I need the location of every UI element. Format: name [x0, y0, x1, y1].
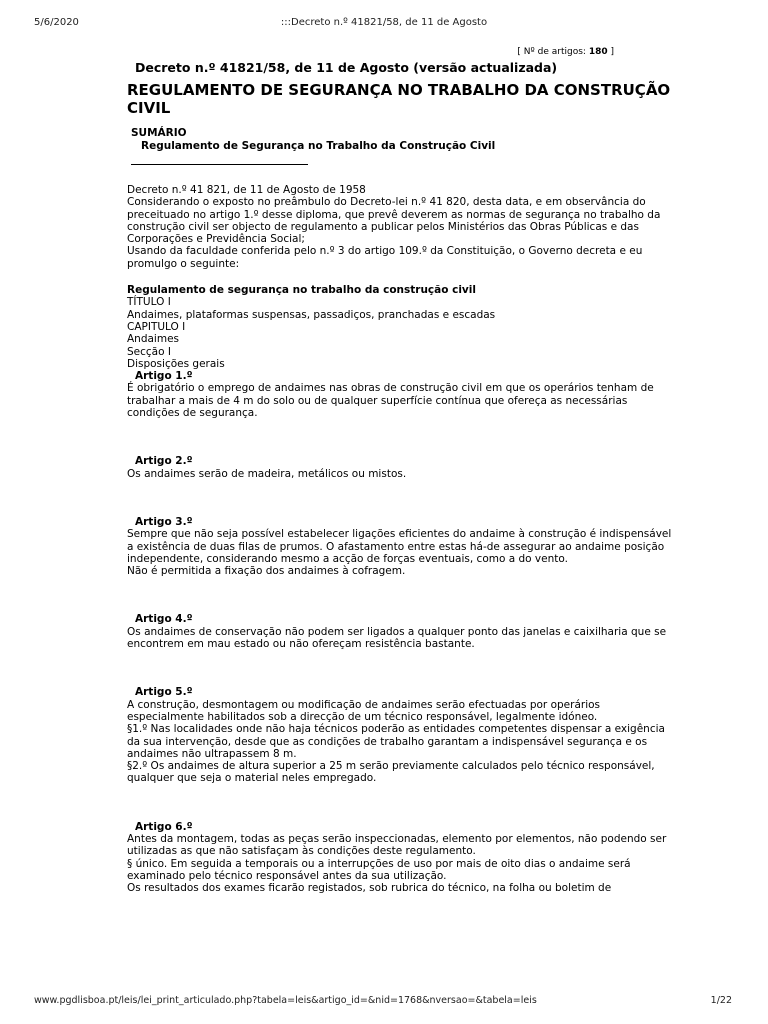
structure-line: Andaimes	[127, 333, 180, 346]
document-body	[127, 184, 672, 894]
article-5-text: §1.º Nas localidades onde não haja técnicos poderão as entidades competentes dispensar a exigência da sua intervenção, desde que as condições de trabalho garantam a indispensável segurança e os andaimes não ultrapassem 8 m.	[127, 723, 665, 760]
regulation-main-title: REGULAMENTO DE SEGURANÇA NO TRABALHO DA CONSTRUÇÃO CIVIL	[127, 81, 671, 117]
spacer	[127, 650, 672, 686]
spacer	[127, 480, 672, 516]
article-count-label: [ Nº de artigos:	[517, 47, 586, 57]
article-6-text: Antes da montagem, todas as peças serão inspeccionadas, elemento por elementos, não podendo ser utilizadas as que não satisfaçam às condições deste regulamento.	[127, 832, 667, 858]
summary-label: SUMÁRIO	[131, 127, 187, 139]
preamble-considerando: Considerando o exposto no preâmbulo do Decreto-lei n.º 41 820, desta data, e em observância do preceituado no artigo 1.º desse diploma, que prevê deverem as normas de segurança no trabalho da construção civil ser objecto de regulamento a publicar pelos Ministérios das Obras Públicas e das Corporações e Previdência Social;	[127, 196, 661, 246]
structure-line: CAPITULO I	[127, 320, 186, 333]
article-2-title: Artigo 2.º	[135, 455, 193, 468]
article-count-value: 180	[588, 47, 608, 57]
spacer	[127, 577, 672, 613]
article-5-text: A construção, desmontagem ou modificação de andaimes serão efectuadas por operários especialmente habilitados sob a direcção de um técnico responsável, legalmente idóneo.	[127, 698, 601, 723]
spacer	[127, 785, 672, 821]
article-6-text: § único. Em seguida a temporais ou a interrupções de uso por mais de oito dias o andaime será examinado pelo técnico responsável antes da sua utilização.	[127, 857, 631, 882]
article-1-text: É obrigatório o emprego de andaimes nas obras de construção civil em que os operários tenham de trabalhar a mais de 4 m do solo ou de qualquer superfície contínua que ofereça as necessárias condições de segurança.	[127, 382, 654, 420]
decree-line: Decreto n.º 41 821, de 11 de Agosto de 1958	[127, 184, 366, 196]
print-date: 5/6/2020	[34, 17, 79, 28]
article-2-text: Os andaimes serão de madeira, metálicos ou mistos.	[127, 467, 407, 480]
summary-text: Regulamento de Segurança no Trabalho da Construção Civil	[141, 140, 496, 152]
article-4-title: Artigo 4.º	[135, 613, 193, 626]
preamble-usando: Usando da faculdade conferida pelo n.º 3 do artigo 109.º da Constituição, o Governo decreta e eu promulgo o seguinte:	[127, 245, 643, 270]
article-3-text: Não é permitida a fixação dos andaimes à cofragem.	[127, 565, 406, 578]
article-6-title: Artigo 6.º	[135, 820, 193, 833]
article-3-title: Artigo 3.º	[135, 515, 193, 528]
article-4-text: Os andaimes de conservação não podem ser ligados a qualquer ponto das janelas e caixilharia que se encontrem em mau estado ou não ofereçam resistência bastante.	[127, 625, 667, 651]
page-number: 1/22	[710, 995, 732, 1006]
article-count	[517, 47, 614, 57]
structure-line: Secção I	[127, 345, 171, 358]
structure-line: Andaimes, plataformas suspensas, passadiços, pranchadas e escadas	[127, 308, 496, 321]
structure-line: Disposições gerais	[127, 357, 225, 370]
article-count-close: ]	[610, 47, 614, 57]
article-6-text: Os resultados dos exames ficarão registados, sob rubrica do técnico, na folha ou boletim de	[127, 882, 612, 895]
structure-line: TÍTULO I	[127, 296, 171, 309]
spacer	[127, 419, 672, 455]
print-page-title: :::Decreto n.º 41821/58, de 11 de Agosto	[280, 17, 488, 28]
summary-divider	[131, 164, 308, 165]
preamble	[127, 196, 672, 270]
article-3-text: Sempre que não seja possível estabelecer ligações eficientes do andaime à construção é indispensável a existência de duas filas de prumos. O afastamento entre estas há-de assegurar ao andaime posição independente, considerando mesmo a acção de forças eventuais, como a do vento.	[127, 528, 672, 565]
regulation-title: Regulamento de segurança no trabalho da construção civil	[127, 284, 476, 297]
article-5-title: Artigo 5.º	[135, 686, 193, 699]
article-5-text: §2.º Os andaimes de altura superior a 25 m serão previamente calculados pelo técnico responsável, qualquer que seja o material neles empregado.	[127, 760, 655, 785]
print-url: www.pgdlisboa.pt/leis/lei_print_articulado.php?tabela=leis&artigo_id=&nid=1768&nversao=&tabela=leis	[34, 995, 537, 1006]
article-1-title: Artigo 1.º	[135, 370, 193, 383]
decree-title: Decreto n.º 41821/58, de 11 de Agosto (versão actualizada)	[135, 60, 558, 75]
